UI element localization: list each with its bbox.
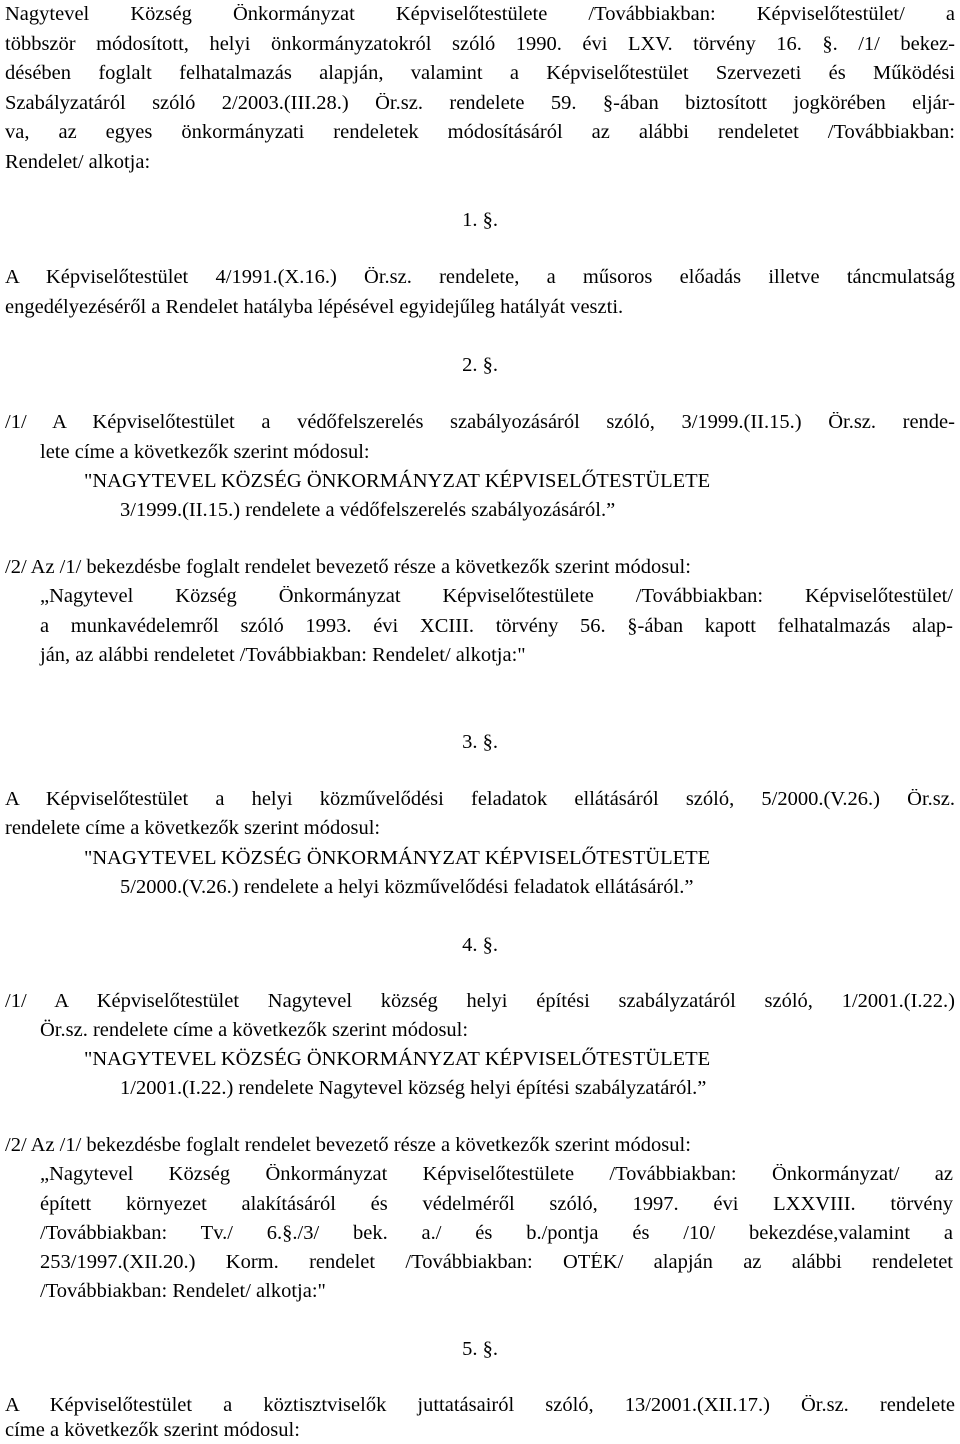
section-1-line: A Képviselőtestület 4/1991.(X.16.) Ör.sz. rendelete, a műsoros előadás illetve táncmulatság xyxy=(5,267,955,288)
intro-line: többször módosított, helyi önkormányzatokról szóló 1990. évi LXV. törvény 16. §. /1/ bekez- xyxy=(5,34,955,55)
section-heading-1: 1. §. xyxy=(462,209,498,231)
section-2-paragraph-1-line: lete címe a következők szerint módosul: xyxy=(40,441,370,463)
section-2-paragraph-2-line: /2/ Az /1/ bekezdésbe foglalt rendelet bevezető része a következők szerint módosul: xyxy=(5,556,691,578)
section-2-paragraph-1-line: /1/ A Képviselőtestület a védőfelszerelés szabályozásáról szóló, 3/1999.(II.15.) Ör.sz. rende- xyxy=(5,412,955,433)
section-5-line: A Képviselőtestület a köztisztviselők juttatásairól szóló, 13/2001.(XII.17.) Ör.sz. rendelete xyxy=(5,1395,955,1416)
section-4-paragraph-2-line: 253/1997.(XII.20.) Korm. rendelet /Továbbiakban: OTÉK/ alapján az alábbi rendeletet xyxy=(40,1252,953,1273)
section-2-paragraph-2-line: „Nagytevel Község Önkormányzat Képviselőtestülete /Továbbiakban: Képviselőtestület/ xyxy=(40,586,953,607)
intro-line: Rendelet/ alkotja: xyxy=(5,151,151,173)
amended-title-line: 5/2000.(V.26.) rendelete a helyi közművelődési feladatok ellátásáról.” xyxy=(120,876,694,898)
intro-line: désében foglalt felhatalmazás alapján, valamint a Képviselőtestület Szervezeti és Működési xyxy=(5,63,955,84)
section-heading-3: 3. §. xyxy=(462,731,498,753)
intro-line: Szabályzatáról szóló 2/2003.(III.28.) Ör.sz. rendelete 59. §-ában biztosított jogkörében eljár- xyxy=(5,93,955,114)
amended-title-line: "NAGYTEVEL KÖZSÉG ÖNKORMÁNYZAT KÉPVISELŐTESTÜLETE xyxy=(84,847,711,869)
intro-line: Nagytevel Község Önkormányzat Képviselőtestülete /Továbbiakban: Képviselőtestület/ a xyxy=(5,4,955,25)
section-3-line: rendelete címe a következők szerint módosul: xyxy=(5,817,381,839)
section-1-line: engedélyezéséről a Rendelet hatályba lépésével egyidejűleg hatályát veszti. xyxy=(5,296,624,318)
amended-title-line: 1/2001.(I.22.) rendelete Nagytevel község helyi építési szabályzatáról.” xyxy=(120,1077,707,1099)
section-4-paragraph-1-line: Ör.sz. rendelete címe a következők szerint módosul: xyxy=(40,1019,469,1041)
section-4-paragraph-2-line: /Továbbiakban: Rendelet/ alkotja:" xyxy=(40,1280,326,1302)
section-5-line: címe a következők szerint módosul: xyxy=(5,1419,300,1441)
section-3-line: A Képviselőtestület a helyi közművelődési feladatok ellátásáról szóló, 5/2000.(V.26.) Ör.sz. xyxy=(5,789,955,810)
amended-title-line: 3/1999.(II.15.) rendelete a védőfelszerelés szabályozásáról.” xyxy=(120,499,616,521)
amended-title-line: "NAGYTEVEL KÖZSÉG ÖNKORMÁNYZAT KÉPVISELŐTESTÜLETE xyxy=(84,1048,711,1070)
section-heading-5: 5. §. xyxy=(462,1338,498,1360)
section-2-paragraph-2-line: ján, az alábbi rendeletet /Továbbiakban: Rendelet/ alkotja:" xyxy=(40,644,526,666)
section-4-paragraph-2-line: /Továbbiakban: Tv./ 6.§./3/ bek. a./ és b./pontja és /10/ bekezdése,valamint a xyxy=(40,1223,953,1244)
section-heading-4: 4. §. xyxy=(462,934,498,956)
section-4-paragraph-1-line: /1/ A Képviselőtestület Nagytevel község helyi építési szabályzatáról szóló, 1/2001.(I.22.) xyxy=(5,991,955,1012)
section-4-paragraph-2-line: épített környezet alakításáról és védelméről szóló, 1997. évi LXXVIII. törvény xyxy=(40,1194,953,1215)
section-heading-2: 2. §. xyxy=(462,354,498,376)
intro-line: va, az egyes önkormányzati rendeletek módosításáról az alábbi rendeletet /Továbbiakban: xyxy=(5,122,955,143)
section-2-paragraph-2-line: a munkavédelemről szóló 1993. évi XCIII. törvény 56. §-ában kapott felhatalmazás alap- xyxy=(40,616,953,637)
section-4-paragraph-2-line: „Nagytevel Község Önkormányzat Képviselőtestülete /Továbbiakban: Önkormányzat/ az xyxy=(40,1164,953,1185)
amended-title-line: "NAGYTEVEL KÖZSÉG ÖNKORMÁNYZAT KÉPVISELŐTESTÜLETE xyxy=(84,470,711,492)
section-4-paragraph-2-line: /2/ Az /1/ bekezdésbe foglalt rendelet bevezető része a következők szerint módosul: xyxy=(5,1134,691,1156)
